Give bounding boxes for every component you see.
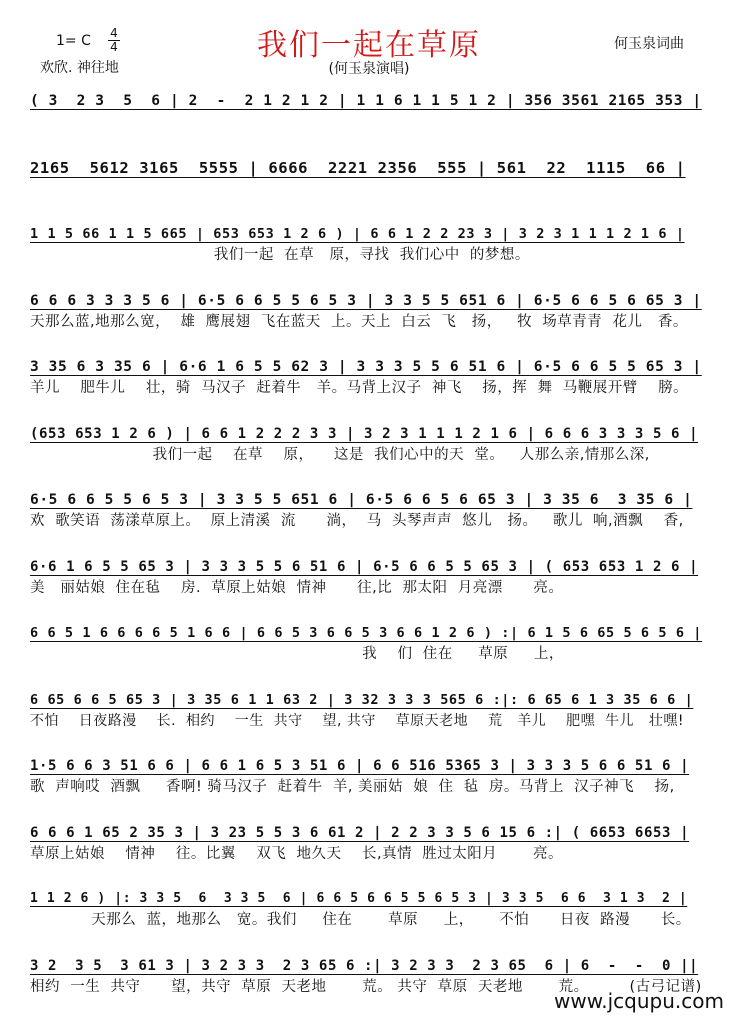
- jianpu-notes: 6·5 6 6 5 5 6 5 3 | 3 3 5 5 651 6 | 6·5 6 6 5 6 65 3 | 3 35 6 3 35 6 |: [30, 492, 693, 508]
- jianpu-notes: 6 6 6 1 65 2 35 3 | 3 23 5 5 3 6 61 2 | 2 2 3 3 5 6 15 6 :| ( 6653 6653 |: [30, 824, 690, 841]
- jianpu-notes: 3 2 3 5 3 61 3 | 3 2 3 3 2 3 65 6 :| 3 2 3 3 2 3 65 6 | 6 - - 0 ||: [30, 957, 699, 974]
- lyric-line: [30, 179, 704, 199]
- score-line: [30, 888, 704, 930]
- tempo-marking: 欢欣. 神往地: [40, 60, 119, 76]
- lyric-line: 草原上姑娘 情神 往。比翼 双飞 地久天 长,真情 胜过太阳月 亮。: [30, 845, 564, 862]
- jianpu-notes: 1·5 6 6 3 51 6 6 | 6 6 1 6 5 3 51 6 | 6 6 516 5365 3 | 3 3 3 5 6 6 51 6 |: [30, 758, 690, 774]
- jianpu-notes: ( 3 2 3 5 6 | 2 - 2 1 2 1 2 | 1 1 6 1 1 5 1 2 | 356 3561 2165 353 |: [30, 93, 702, 109]
- lyric-line: 不怕 日夜路漫 长. 相约 一生 共守 望, 共守 草原天老地 荒 羊儿 肥嘿 牛儿 壮嘿!: [30, 712, 684, 729]
- song-title: 我们一起在草原: [257, 28, 481, 63]
- lyric-line: 相约 一生 共守 望，共守 草原 天老地 荒。 共守 草原 天老地 荒。 (古弓记谱): [30, 978, 702, 995]
- lyric-line: 欢 歌笑语 荡漾草原上。 原上清溪 流 淌， 马 头琴声声 悠儿 扬。 歌儿 响,酒飘 香,: [30, 513, 684, 529]
- score-line: [30, 290, 704, 332]
- score-line: [30, 90, 704, 132]
- score-line: [30, 157, 704, 199]
- key-signature: 1= C: [56, 33, 91, 49]
- score-line: [30, 556, 704, 598]
- score-line: [30, 356, 704, 398]
- jianpu-notes: 6 6 6 3 3 3 5 6 | 6·5 6 6 5 5 6 5 3 | 3 3 5 5 651 6 | 6·5 6 6 5 6 65 3 |: [30, 292, 702, 309]
- score-line: [30, 689, 704, 731]
- lyric-line: 歌 声响哎 酒飘 香啊! 骑马汉子 赶着牛 羊, 美丽姑 娘 住 毡 房。马背上 汉子神飞 扬,: [30, 779, 675, 795]
- composer-credit: 何玉泉词曲: [614, 36, 684, 52]
- lyric-line: [30, 112, 704, 132]
- site-watermark: www.jcqupu.com: [554, 989, 724, 1013]
- jianpu-notes: 1 1 2 6 ) |: 3 3 5 6 3 3 5 6 | 6 6 5 6 6 5 5 6 5 3 | 3 3 5 6 6 3 1 3 2 |: [30, 891, 688, 906]
- time-signature-top: 4: [110, 26, 118, 40]
- lyric-line: 美 丽姑娘 住在毡 房. 草原上姑娘 情神 往,比 那太阳 月亮漂 亮。: [30, 579, 564, 596]
- jianpu-notes: 6·6 1 6 5 5 65 3 | 3 3 3 5 5 6 51 6 | 6·5 6 6 5 5 65 3 | ( 653 653 1 2 6 |: [30, 558, 699, 575]
- score-line: [30, 489, 704, 531]
- jianpu-notes: (653 653 1 2 6 ) | 6 6 1 2 2 2 3 3 | 3 2 3 1 1 1 2 1 6 | 6 6 6 3 3 3 5 6 |: [30, 425, 699, 442]
- jianpu-notes: 6 6 5 1 6 6 6 6 5 1 6 6 | 6 6 5 3 6 6 5 3 6 6 1 2 6 ) :| 6 1 5 6 65 5 6 5 6 |: [30, 625, 703, 641]
- performer-credit: (何玉泉演唱): [328, 61, 410, 77]
- lyric-line: 羊儿 肥牛儿 壮，骑 马汉子 赶着牛 羊。马背上汉子 神飞 扬，挥 舞 马鞭展开臂 膀。: [30, 380, 689, 396]
- score-line: [30, 223, 704, 265]
- score-line: [30, 622, 704, 664]
- lyric-line: 我们一起 在草 原， 这是 我们心中的天 堂。 人那么亲,情那么深,: [30, 446, 650, 463]
- jianpu-notes: 3 35 6 3 35 6 | 6·6 1 6 5 5 62 3 | 3 3 3 5 5 6 51 6 | 6·5 6 6 5 5 65 3 |: [30, 359, 702, 375]
- score-line: [30, 755, 704, 797]
- time-signature: [108, 28, 120, 53]
- jianpu-notes: 2165 5612 3165 5555 | 6666 2221 2356 555 | 561 22 1115 66 |: [30, 158, 686, 177]
- lyric-line: 我们一起 在草 原，寻找 我们心中 的梦想。: [30, 247, 530, 263]
- jianpu-notes: 1 1 5 66 1 1 5 665 | 653 653 1 2 6 ) | 6 6 1 2 2 23 3 | 3 2 3 1 1 1 2 1 6 |: [30, 226, 685, 242]
- lyric-line: 天那么蓝,地那么宽， 雄 鹰展翅 飞在蓝天 上。天上 白云 飞 扬， 牧 场草青青 花儿 香。: [30, 313, 688, 330]
- score-line: [30, 423, 704, 465]
- lyric-line: 天那么 蓝，地那么 宽。我们 住在 草原 上， 不怕 日夜 路漫 长。: [30, 912, 691, 928]
- score-line: [30, 822, 704, 864]
- time-signature-bottom: 4: [110, 40, 118, 54]
- jianpu-notes: 6 65 6 6 5 65 3 | 3 35 6 1 1 63 2 | 3 32 3 3 3 565 6 :|: 6 65 6 1 3 35 6 6 |: [30, 691, 694, 708]
- lyric-line: 我 们 住在 草原 上，: [30, 646, 564, 662]
